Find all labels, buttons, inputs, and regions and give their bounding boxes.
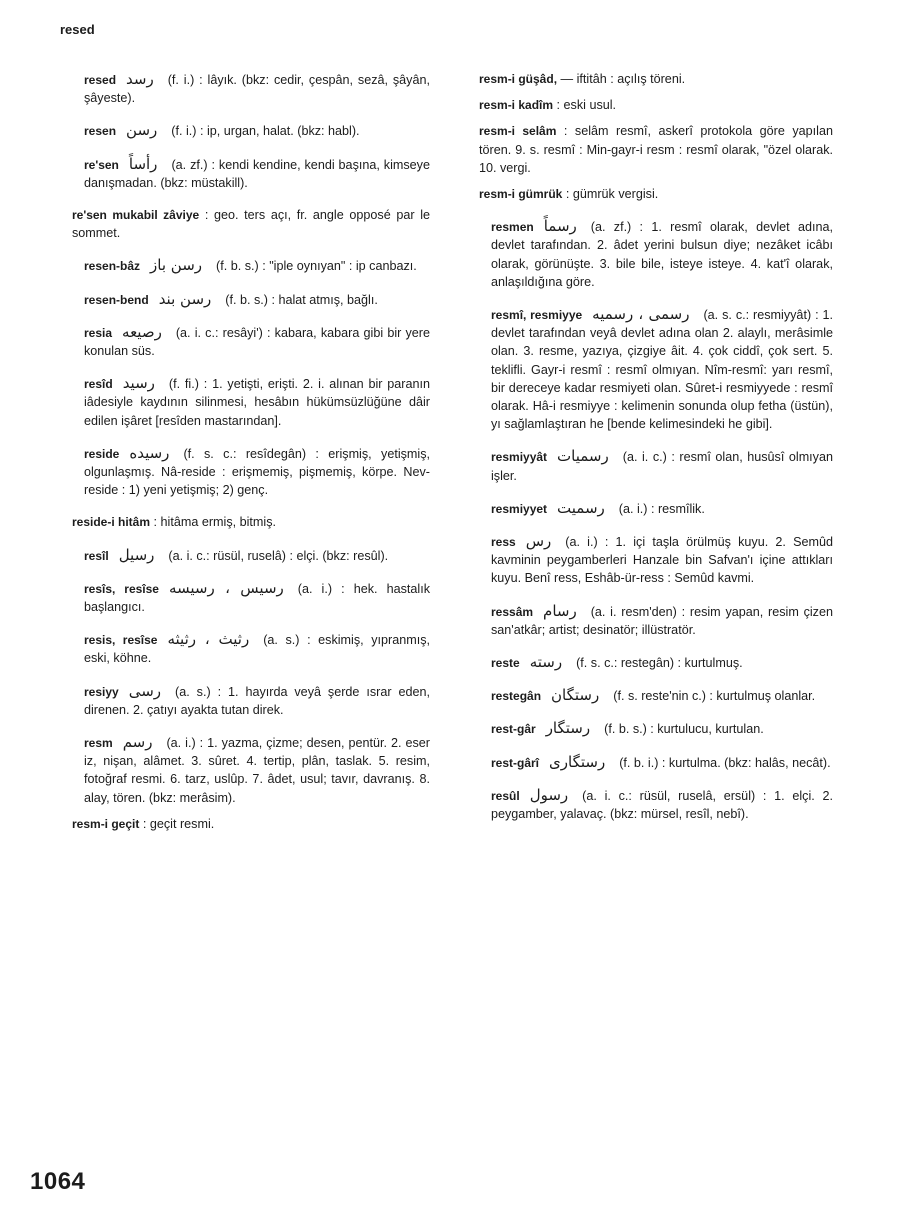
headword: restegân <box>491 689 542 704</box>
dictionary-entry <box>48 323 430 360</box>
headword: resmiyyet <box>491 501 548 516</box>
definition: (a. zf.) : 1. resmî olarak, devlet adına, devlet tarafından. 2. âdet yerini bulsun diye; nezâket icâbı olarak, görünüşte. 3. bile bile, isteye isteye. 4. kat'î olarak, anlaşıldığına göre. <box>491 220 833 289</box>
dictionary-entry <box>455 499 833 518</box>
definition: (f. b. s.) : kurtulucu, kurtulan. <box>604 722 764 737</box>
dictionary-entry <box>48 155 430 192</box>
dictionary-entry <box>48 546 430 565</box>
definition: (a. s. c.: resmiyyât) : 1. devlet tarafından veyâ devlet adına olan 2. alaylı, merâsimle olan. 3. resme, yazıya, çizgiye âit. 4. çok ciddî, çok sert. 5. teklifli. Gayr-i resmî : resmî olmıyan. Nîm-resmî: yarı resmî, bir dereceye kadar resmiyeti olan. Sûret-i resmiyyede : resmî olarak. Hâ-i resmiyye : kelimenin sonunda olup fetha (üstün), yı sağlamlaştıran he [bende kelimesindeki he gibi]. <box>491 308 834 432</box>
headword: resûl <box>491 788 520 803</box>
headword: resis, resîse <box>84 633 158 648</box>
arabic-script: رسى <box>128 681 162 700</box>
definition: (a. i. resm'den) : resim yapan, resim çizen san'atkâr; artist; desinatör; illüstratör. <box>491 604 833 637</box>
definition: (a. s.) : eskimiş, yıpranmış, eski, köhne. <box>84 633 430 666</box>
arabic-script: رسن باز <box>150 256 203 275</box>
left-column <box>48 70 430 847</box>
headword: resia <box>84 325 113 340</box>
arabic-script: رسته <box>529 653 563 672</box>
arabic-script: رصيعه <box>122 322 162 341</box>
headword: rest-gârî <box>491 755 540 770</box>
definition: (f. s. c.: restegân) : kurtulmuş. <box>576 656 743 671</box>
definition: (f. fi.) : 1. yetişti, erişti. 2. i. alınan bir paranın iâdesiyle kaydının silinmesi, hesâbın hükümsüzlüğüne dâir edilen işâret [resîden mastarından]. <box>84 377 430 428</box>
headword: resmî, resmiyye <box>491 308 583 323</box>
arabic-script: رسيس ، رسيسه <box>168 578 284 597</box>
definition: : geçit resmi. <box>142 816 215 831</box>
dictionary-entry <box>455 602 833 639</box>
dictionary-entry <box>455 185 833 203</box>
definition: (a. i.) : hek. hastalık başlangıcı. <box>84 581 430 615</box>
definition: (a. i. c.) : resmî olan, husûsî olmıyan işler. <box>491 450 833 483</box>
arabic-script: رستگار <box>545 719 591 738</box>
headword: reste <box>491 656 520 671</box>
headword: resed <box>84 73 117 87</box>
arabic-script: رسيد <box>122 374 155 393</box>
definition: (a. i.) : 1. içi taşla örülmüş kuyu. 2. Semûd kavminin peygamberleri Hanzale bin Safvan'ı içine attıkları kuyu. Benî ress, Eshâb-ür-ress : Semûd kavmi. <box>491 535 833 586</box>
arabic-script: رسول <box>529 785 569 804</box>
definition: : selâm resmî, askerî protokola göre yapılan tören. 9. s. resmî : Min-gayr-i resm : resmî olarak, "özel olarak. 10. vergi. <box>479 124 833 175</box>
headword: resm-i güşâd, <box>479 72 558 86</box>
definition: — iftitâh : açılış töreni. <box>560 72 686 86</box>
right-column <box>455 70 833 837</box>
dictionary-entry <box>48 630 430 667</box>
definition: (a. i. c.: rüsül, ruselâ) : elçi. (bkz: resûl). <box>168 548 389 563</box>
dictionary-entry <box>48 513 430 531</box>
dictionary-entry <box>48 121 430 140</box>
headword: resm-i geçit <box>72 816 140 831</box>
dictionary-entry <box>48 290 430 309</box>
dictionary-entry <box>48 206 430 242</box>
headword: re'sen mukabil zâviye <box>72 208 200 223</box>
arabic-script: رس <box>525 532 552 551</box>
definition: : geo. ters açı, fr. angle opposé par le sommet. <box>72 208 430 241</box>
dictionary-entry <box>455 653 833 672</box>
headword: rest-gâr <box>491 722 536 737</box>
definition: (a. i.) : 1. yazma, çizme; desen, pentür. 2. eser iz, nişan, alâmet. 3. sûret. 4. tertip, plân, taslak. 5. resim, fotoğraf resmi. 6. tarz, uslûp. 7. âdet, usul; tavır, davranış. 8. alay, tören. (bkz: merâsim). <box>84 736 430 805</box>
headword: resm <box>84 736 113 751</box>
dictionary-entry <box>455 305 833 433</box>
headword: resîd <box>84 377 113 392</box>
arabic-script: رسماً <box>543 217 577 236</box>
headword: resen-bâz <box>84 259 141 274</box>
dictionary-entry <box>48 733 430 807</box>
dictionary-entry <box>48 70 430 107</box>
arabic-script: رسم <box>122 733 153 752</box>
running-header: resed <box>60 22 95 37</box>
definition: : gümrük vergisi. <box>565 187 659 202</box>
dictionary-entry <box>455 686 833 705</box>
arabic-script: رسميت <box>557 498 605 517</box>
headword: re'sen <box>84 157 119 172</box>
arabic-script: رسد <box>126 70 154 88</box>
arabic-script: رستگان <box>551 686 600 705</box>
arabic-script: رأساً <box>128 154 158 173</box>
dictionary-entry <box>455 217 833 291</box>
headword: resmiyyât <box>491 450 548 465</box>
headword: resîs, resîse <box>84 581 159 596</box>
dictionary-entry <box>48 579 430 616</box>
headword: resm-i kadîm <box>479 98 554 113</box>
headword: resm-i gümrük <box>479 187 563 202</box>
arabic-script: رستگارى <box>549 752 606 771</box>
dictionary-entry <box>455 786 833 823</box>
headword: reside <box>84 446 120 461</box>
headword: resen-bend <box>84 292 149 307</box>
definition: : eski usul. <box>556 98 617 113</box>
arabic-script: رسن بند <box>158 289 212 308</box>
arabic-script: رسميات <box>557 447 609 466</box>
definition: (f. i.) : lâyık. (bkz: cedir, çespân, sezâ, şâyân, şâyeste). <box>84 73 430 106</box>
definition: (a. i. c.: resâyi') : kabara, kabara gibi bir yere konulan süs. <box>84 325 430 359</box>
definition: (f. b. s.) : "iple oynıyan" : ip canbazı. <box>216 259 417 274</box>
arabic-script: رسام <box>543 601 577 620</box>
arabic-script: رسمى ، رسميه <box>592 305 690 324</box>
dictionary-entry <box>455 96 833 114</box>
page-number: 1064 <box>30 1168 86 1195</box>
dictionary-entry <box>455 532 833 588</box>
dictionary-entry <box>48 444 430 500</box>
definition: (a. zf.) : kendi kendine, kendi başına, kimseye danışmadan. (bkz: müstakill). <box>84 157 430 190</box>
definition: (f. i.) : ip, urgan, halat. (bkz: habl). <box>171 124 360 139</box>
headword: resiyy <box>84 684 119 699</box>
dictionary-entry <box>455 122 833 177</box>
dictionary-entry <box>455 70 833 88</box>
headword: resen <box>84 124 117 139</box>
arabic-script: رسيل <box>118 545 155 564</box>
headword: resmen <box>491 220 534 235</box>
definition: (f. b. i.) : kurtulma. (bkz: halâs, necât). <box>619 755 831 770</box>
headword: reside-i hitâm <box>72 515 151 530</box>
arabic-script: رسيده <box>129 443 170 462</box>
dictionary-entry <box>48 815 430 833</box>
definition: (f. s. reste'nin c.) : kurtulmuş olanlar. <box>613 689 816 704</box>
definition: (a. s.) : 1. hayırda veyâ şerde ısrar eden, direnen. 2. çatıyı ayakta tutan direk. <box>84 684 430 717</box>
headword: ressâm <box>491 604 534 619</box>
definition: (f. b. s.) : halat atmış, bağlı. <box>225 292 378 307</box>
dictionary-entry <box>455 719 833 738</box>
definition: (a. i. c.: rüsül, ruselâ, ersül) : 1. elçi. 2. peygamber, yalavaç. (bkz: mürsel, resîl, nebî). <box>491 788 833 822</box>
definition: (a. i.) : resmîlik. <box>618 501 705 516</box>
arabic-script: رثيث ، رثيثه <box>167 630 250 649</box>
dictionary-entry <box>48 682 430 719</box>
dictionary-entry <box>455 447 833 484</box>
dictionary-entry <box>455 753 833 772</box>
dictionary-entry <box>48 256 430 275</box>
headword: ress <box>491 535 516 550</box>
headword: resîl <box>84 548 109 563</box>
dictionary-entry <box>48 374 430 430</box>
definition: : hitâma ermiş, bitmiş. <box>153 515 276 530</box>
definition: (f. s. c.: resîdegân) : erişmiş, yetişmiş, olgunlaşmış. Nâ-reside : erişmemiş, pişmemiş, körpe. Nev-reside : 1) yeni yetişmiş; 2) genç. <box>84 446 430 498</box>
arabic-script: رسن <box>126 121 158 140</box>
headword: resm-i selâm <box>479 124 557 139</box>
